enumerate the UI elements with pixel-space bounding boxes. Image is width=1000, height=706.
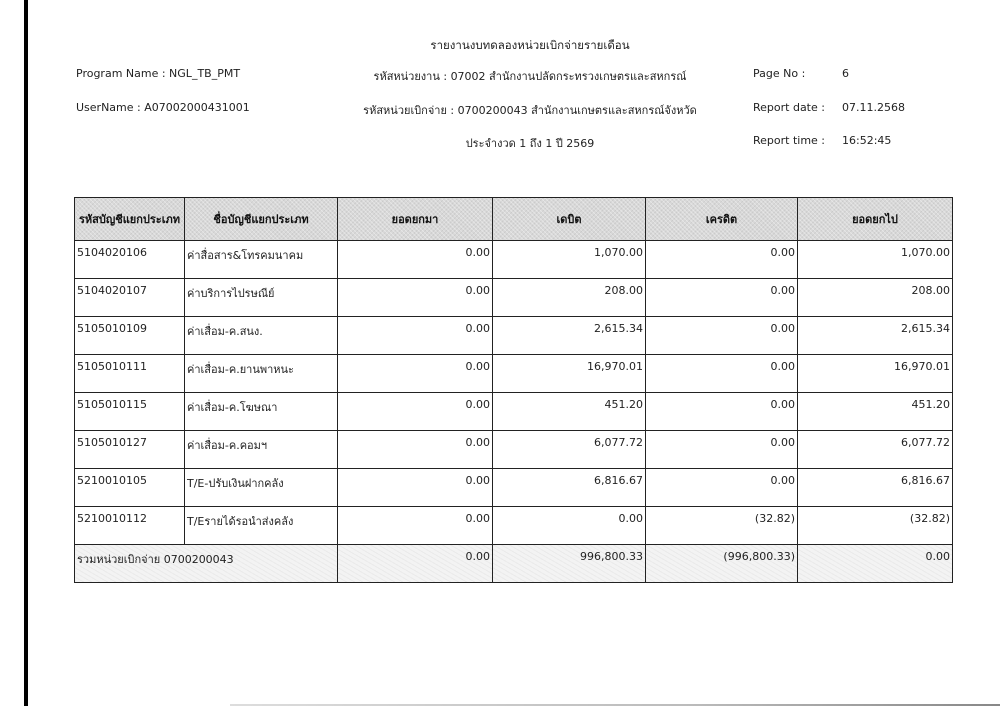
header-account-name: ชื่อบัญชีแยกประเภท — [185, 198, 338, 241]
total-row — [75, 545, 953, 583]
cell-account-code: 5210010112 — [75, 507, 185, 545]
cell-account-name: ค่าสื่อสาร&โทรคมนาคม — [185, 241, 338, 279]
cell-account-code: 5105010109 — [75, 317, 185, 355]
cell-debit: 451.20 — [493, 393, 646, 431]
cell-closing-balance: (32.82) — [798, 507, 953, 545]
cell-closing-balance: 16,970.01 — [798, 355, 953, 393]
cell-opening-balance: 0.00 — [338, 431, 493, 469]
cell-debit: 6,077.72 — [493, 431, 646, 469]
cell-account-code: 5104020107 — [75, 279, 185, 317]
header-opening-balance: ยอดยกมา — [338, 198, 493, 241]
cell-account-name: T/E-ปรับเงินฝากคลัง — [185, 469, 338, 507]
cell-account-name: ค่าเสื่อม-ค.คอมฯ — [185, 431, 338, 469]
table-row — [75, 431, 953, 469]
table-row — [75, 355, 953, 393]
total-closing: 0.00 — [798, 545, 953, 583]
cell-opening-balance: 0.00 — [338, 355, 493, 393]
cell-closing-balance: 6,077.72 — [798, 431, 953, 469]
agency-code: รหัสหน่วยงาน : 07002 สำนักงานปลัดกระทรวงเกษตรและสหกรณ์ — [373, 70, 687, 83]
cell-account-name: T/Eรายได้รอนำส่งคลัง — [185, 507, 338, 545]
program-name: Program Name : NGL_TB_PMT — [76, 67, 241, 80]
table-row — [75, 393, 953, 431]
cell-debit: 0.00 — [493, 507, 646, 545]
cell-credit: 0.00 — [646, 279, 798, 317]
header-account-code: รหัสบัญชีแยกประเภท — [75, 198, 185, 241]
cell-account-code: 5104020106 — [75, 241, 185, 279]
cell-account-code: 5105010127 — [75, 431, 185, 469]
total-label: รวมหน่วยเบิกจ่าย 0700200043 — [75, 545, 338, 583]
report-period: ประจำงวด 1 ถึง 1 ปี 2569 — [465, 137, 595, 150]
cell-opening-balance: 0.00 — [338, 317, 493, 355]
cell-debit: 1,070.00 — [493, 241, 646, 279]
cell-credit: 0.00 — [646, 393, 798, 431]
cell-credit: 0.00 — [646, 469, 798, 507]
cell-credit: 0.00 — [646, 317, 798, 355]
table-row — [75, 507, 953, 545]
cell-account-code: 5105010115 — [75, 393, 185, 431]
cell-debit: 208.00 — [493, 279, 646, 317]
total-opening: 0.00 — [338, 545, 493, 583]
cell-closing-balance: 6,816.67 — [798, 469, 953, 507]
cell-credit: (32.82) — [646, 507, 798, 545]
cell-opening-balance: 0.00 — [338, 469, 493, 507]
cell-opening-balance: 0.00 — [338, 393, 493, 431]
report-time-value: 16:52:45 — [842, 134, 892, 147]
trial-balance-table — [74, 197, 953, 583]
table-row — [75, 279, 953, 317]
report-title: รายงานงบทดลองหน่วยเบิกจ่ายรายเดือน — [430, 38, 630, 52]
page-no-label: Page No : — [753, 67, 806, 80]
page-no-value: 6 — [842, 67, 849, 80]
table-header-row — [75, 198, 953, 241]
cell-closing-balance: 2,615.34 — [798, 317, 953, 355]
cell-debit: 2,615.34 — [493, 317, 646, 355]
report-date-value: 07.11.2568 — [842, 101, 905, 114]
cell-account-name: ค่าเสื่อม-ค.ยานพาหนะ — [185, 355, 338, 393]
cell-credit: 0.00 — [646, 431, 798, 469]
cell-debit: 16,970.01 — [493, 355, 646, 393]
cell-account-code: 5210010105 — [75, 469, 185, 507]
cell-account-name: ค่าเสื่อม-ค.สนง. — [185, 317, 338, 355]
cell-credit: 0.00 — [646, 241, 798, 279]
cell-debit: 6,816.67 — [493, 469, 646, 507]
cell-opening-balance: 0.00 — [338, 241, 493, 279]
page-edge-bar — [24, 0, 28, 706]
cell-closing-balance: 451.20 — [798, 393, 953, 431]
cell-closing-balance: 208.00 — [798, 279, 953, 317]
user-name: UserName : A07002000431001 — [76, 101, 250, 114]
disbursement-unit-code: รหัสหน่วยเบิกจ่าย : 0700200043 สำนักงานเกษตรและสหกรณ์จังหวัด — [363, 104, 697, 117]
cell-opening-balance: 0.00 — [338, 507, 493, 545]
report-date-label: Report date : — [753, 101, 825, 114]
table-row — [75, 469, 953, 507]
cell-account-code: 5105010111 — [75, 355, 185, 393]
table-row — [75, 317, 953, 355]
cell-account-name: ค่าเสื่อม-ค.โฆษณา — [185, 393, 338, 431]
cell-closing-balance: 1,070.00 — [798, 241, 953, 279]
header-credit: เครดิต — [646, 198, 798, 241]
header-debit: เดบิต — [493, 198, 646, 241]
header-closing-balance: ยอดยกไป — [798, 198, 953, 241]
total-credit: (996,800.33) — [646, 545, 798, 583]
total-debit: 996,800.33 — [493, 545, 646, 583]
cell-opening-balance: 0.00 — [338, 279, 493, 317]
table-row — [75, 241, 953, 279]
cell-account-name: ค่าบริการไปรษณีย์ — [185, 279, 338, 317]
cell-credit: 0.00 — [646, 355, 798, 393]
report-time-label: Report time : — [753, 134, 826, 147]
